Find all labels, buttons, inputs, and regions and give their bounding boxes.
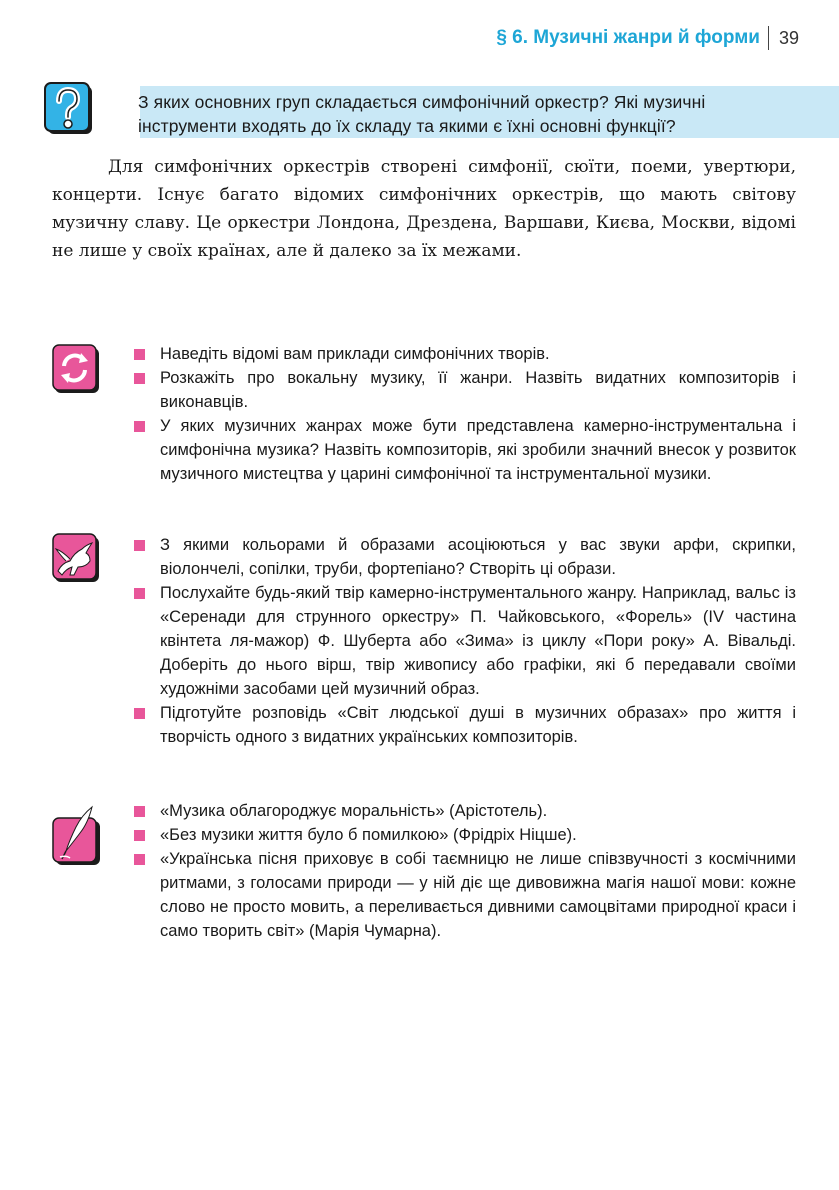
question-text: З яких основних груп складається симфонічний оркестр? Які музичні інструменти входять до їх складу та якими є їхні основні функції? [138,92,706,136]
question-mark-icon [44,82,96,138]
list-item: «Українська пісня приховує в собі таємницю не лише співзвучності з космічними ритмами, з голосами природи — у ній діє ще дивовижна магія нашої мови: кожне слово не просто мовить, а переливається дивними самоцвітами природної краси і само творить світ» (Марія Чумарна). [134,847,796,943]
page-number: 39 [778,27,799,48]
pegasus-icon [52,533,100,583]
list-item: Розкажіть про вокальну музику, її жанри. Назвіть видатних композиторів і виконавців. [134,366,796,414]
review-list [134,342,796,486]
quill-pen-icon [52,805,102,865]
list-item: Послухайте будь-який твір камерно-інструментального жанру. Наприклад, вальс із «Серенади для струнного оркестру» П. Чайковського, «Форель» (IV частина квінтета ля-мажор) Ф. Шуберта або «Зима» із циклу «Пори року» А. Вівальді. Доберіть до нього вірш, твір живопису або графіки, які б передавали своїми художніми засобами цей музичний образ. [134,581,796,701]
question-box [44,80,796,142]
repeat-arrows-icon [52,344,100,394]
section-title: § 6. Музичні жанри й форми [496,27,760,48]
list-item: З якими кольорами й образами асоціюються у вас звуки арфи, скрипки, віолончелі, сопілки, труби, фортепіано? Створіть ці образи. [134,533,796,581]
header-divider [768,26,769,50]
list-item: Наведіть відомі вам приклади симфонічних творів. [134,342,796,366]
page-header [496,24,799,52]
quotes-list [134,799,796,943]
list-item: «Без музики життя було б помилкою» (Фрідріх Ніцше). [134,823,796,847]
list-item: «Музика облагороджує моральність» (Арістотель). [134,799,796,823]
list-item: Підготуйте розповідь «Світ людської душі в музичних образах» про життя і творчість одного з видатних українських композиторів. [134,701,796,749]
creative-list [134,533,796,749]
list-item: У яких музичних жанрах може бути представлена камерно-інструментальна і симфонічна музика? Назвіть композиторів, які зробили значний внесок у розвиток музичного мистецтва у царині симфонічної та інструментальної музики. [134,414,796,486]
intro-paragraph: Для симфонічних оркестрів створені симфонії, сюїти, поеми, увертюри, концерти. Існує багато відомих симфонічних оркестрів, що мають світову музичну славу. Це оркестри Лондона, Дрездена, Варшави, Києва, Москви, відомі не лише у своїх країнах, але й далеко за їх межами. [52,157,796,261]
